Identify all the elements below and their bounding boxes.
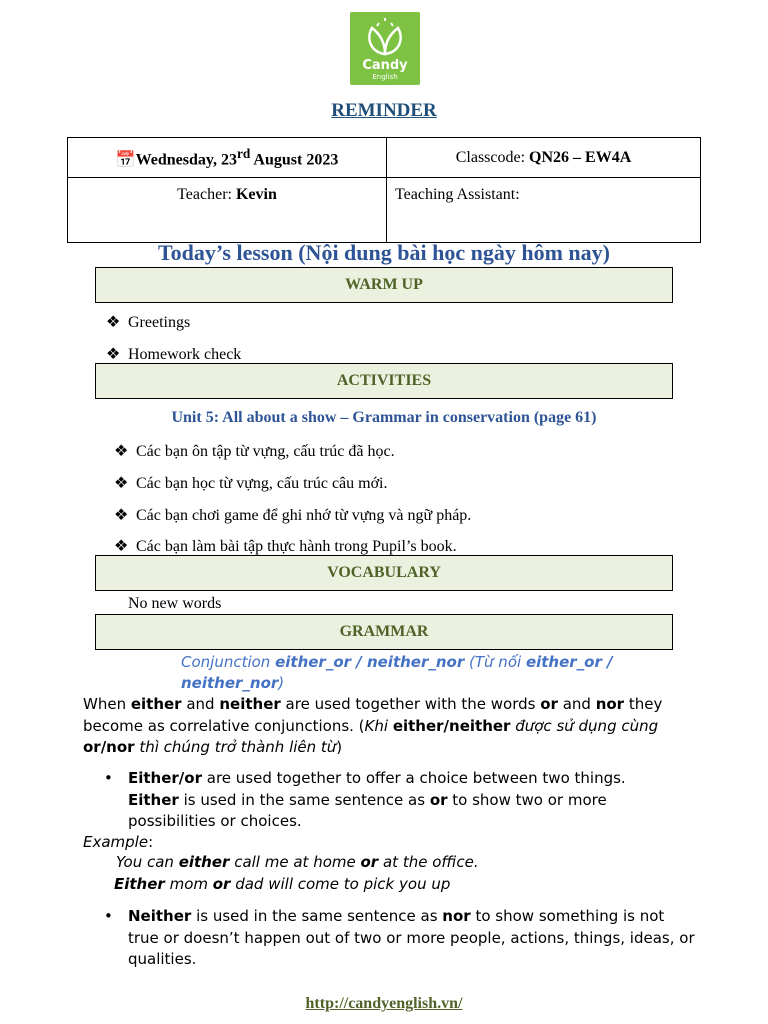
section-warm-up: WARM UP — [95, 267, 673, 303]
diamond-bullet-icon: ❖ — [106, 314, 121, 331]
lesson-title: Today’s lesson (Nội dung bài học ngày hôm nay) — [158, 240, 610, 265]
teaching-assistant-cell — [387, 178, 701, 243]
teacher-cell — [68, 178, 387, 243]
calendar-icon: 📅 — [115, 151, 136, 169]
date-cell — [68, 138, 387, 178]
bullet-dot-icon: • — [104, 907, 113, 925]
list-item: ❖ Greetings — [106, 314, 191, 331]
list-item: ❖ Homework check — [106, 346, 242, 363]
list-item: ❖ Các bạn làm bài tập thực hành trong Pupil’s book. — [114, 538, 457, 555]
date-ordinal: rd — [236, 145, 251, 161]
reminder-heading: REMINDER — [331, 100, 437, 121]
grammar-paragraph: When either and neither are used together with the words or and nor they become as correlative conjunctions. (Khi either/neither được sử dụng cùng or/nor thì chúng trở thành liên từ) — [83, 695, 663, 756]
teaching-assistant-label: Teaching Assistant: — [395, 186, 520, 203]
list-item: ❖ Các bạn ôn tập từ vựng, cấu trúc đã học. — [114, 443, 395, 460]
section-vocabulary: VOCABULARY — [95, 555, 673, 591]
diamond-bullet-icon: ❖ — [106, 346, 121, 363]
diamond-bullet-icon: ❖ — [114, 475, 129, 492]
website-link[interactable]: http://candyenglish.vn/ — [305, 995, 463, 1012]
diamond-bullet-icon: ❖ — [114, 507, 129, 524]
svg-text:English: English — [372, 73, 398, 81]
list-item: ❖ Các bạn học từ vựng, cấu trúc câu mới. — [114, 475, 388, 492]
grammar-bullet-neither: • Neither is used in the same sentence as nor to show something is not true or doesn’t happen out of two or more people, actions, things, ideas, or qualities. — [104, 907, 695, 968]
svg-text:Candy: Candy — [362, 58, 408, 73]
example-sentence: Either mom or dad will come to pick you up — [114, 875, 451, 893]
grammar-topic: Conjunction either_or / neither_nor (Từ nối either_or / neither_nor) — [181, 653, 613, 692]
candy-english-logo — [350, 12, 420, 85]
leaf-icon — [350, 12, 420, 85]
teacher-label: Teacher: — [177, 186, 236, 203]
teacher-value: Kevin — [235, 186, 277, 203]
classcode-value: QN26 – EW4A — [529, 148, 632, 166]
vocabulary-text: No new words — [128, 595, 222, 612]
section-activities: ACTIVITIES — [95, 363, 673, 399]
diamond-bullet-icon: ❖ — [114, 538, 129, 555]
bullet-dot-icon: • — [104, 769, 113, 787]
example-label: Example: — [83, 833, 154, 851]
unit-title: Unit 5: All about a show – Grammar in conservation (page 61) — [171, 409, 597, 426]
classcode-label: Classcode: — [455, 148, 530, 166]
diamond-bullet-icon: ❖ — [114, 443, 129, 460]
date-month-year: August 2023 — [250, 151, 339, 169]
date-text: Wednesday, 23 — [135, 151, 237, 169]
example-sentence: You can either call me at home or at the office. — [116, 853, 479, 871]
class-info-table — [67, 137, 701, 243]
section-grammar: GRAMMAR — [95, 614, 673, 650]
list-item: ❖ Các bạn chơi game để ghi nhớ từ vựng và ngữ pháp. — [114, 507, 472, 524]
grammar-bullet-either: • Either/or are used together to offer a choice between two things. Either is used in the same sentence as or to show two or more possibilities or choices. — [104, 769, 626, 830]
classcode-cell — [387, 138, 701, 178]
